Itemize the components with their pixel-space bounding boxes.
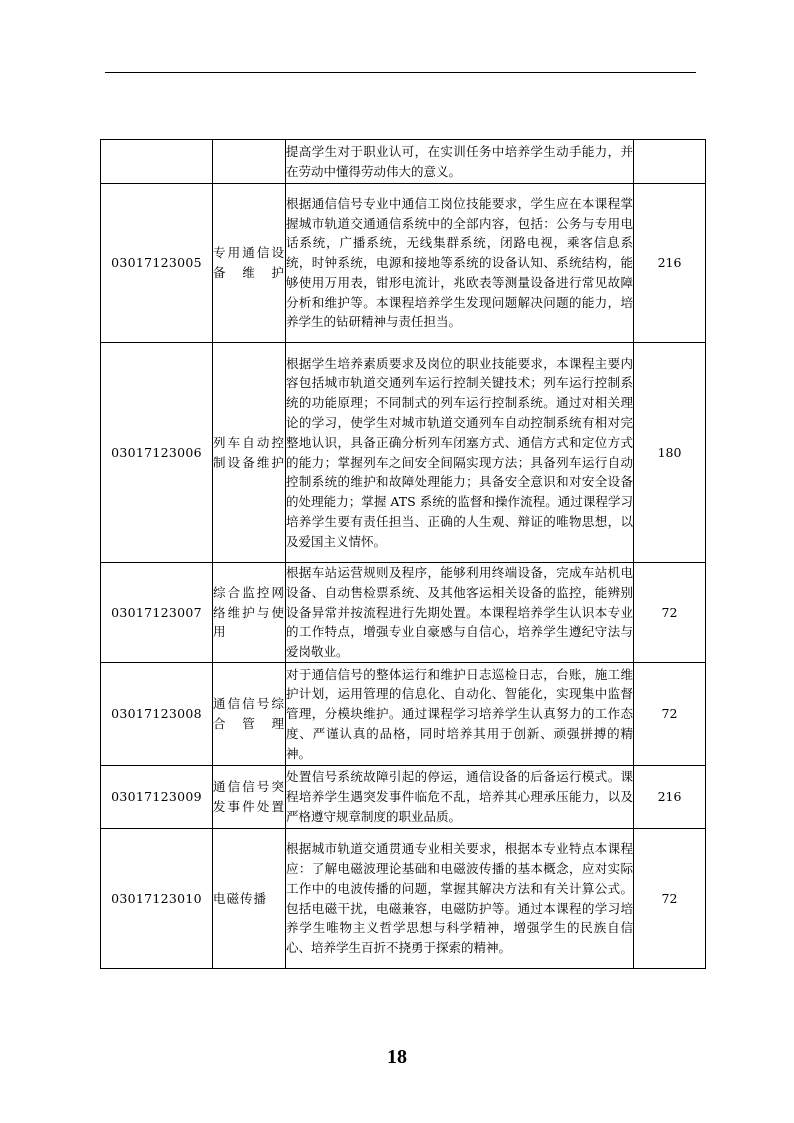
course-code: 03017123009 [101,766,213,829]
course-hours: 180 [634,343,706,563]
course-name: 综合监控网络维护与使用 [213,563,286,663]
course-name: 通信信号突发事件处置 [213,766,286,829]
course-name: 列车自动控制设备维护 [213,343,286,563]
table-row [101,184,706,343]
table-row [101,766,706,829]
course-hours: 72 [634,829,706,969]
table-row [101,829,706,969]
course-description: 对于通信信号的整体运行和维护日志巡检日志，台账，施工维护计划，运用管理的信息化、自动化、智能化，实现集中监督管理，分模块维护。通过课程学习培养学生认真努力的工作态度、严谨认真的品格，同时培养其用于创新、顽强拼搏的精神。 [286,663,634,766]
course-hours: 72 [634,563,706,663]
course-description: 根据通信信号专业中通信工岗位技能要求，学生应在本课程掌握城市轨道交通通信系统中的全部内容，包括：公务与专用电话系统，广播系统，无线集群系统，闭路电视，乘客信息系统，时钟系统，电源和接地等系统的设备认知、系统结构，能够使用万用表，钳形电流计，兆欧表等测量设备进行常见故障分析和维护等。本课程培养学生发现问题解决问题的能力，培养学生的钻研精神与责任担当。 [286,184,634,343]
course-description: 提高学生对于职业认可，在实训任务中培养学生动手能力，并在劳动中懂得劳动伟大的意义。 [286,140,634,184]
course-name [213,140,286,184]
course-code: 03017123007 [101,563,213,663]
course-description: 根据城市轨道交通贯通专业相关要求，根据本专业特点本课程应：了解电磁波理论基础和电磁波传播的基本概念，应对实际工作中的电波传播的问题，掌握其解决方法和有关计算公式。包括电磁干扰，电磁兼容，电磁防护等。通过本课程的学习培养学生唯物主义哲学思想与科学精神，增强学生的民族自信心、培养学生百折不挠勇于探索的精神。 [286,829,634,969]
table-row [101,343,706,563]
header-rule [105,72,696,73]
course-code: 03017123006 [101,343,213,563]
course-table [100,139,706,969]
course-code: 03017123010 [101,829,213,969]
course-hours: 72 [634,663,706,766]
course-hours: 216 [634,184,706,343]
table-row [101,140,706,184]
course-name: 通信信号综合管理 [213,663,286,766]
course-name: 专用通信设备维护 [213,184,286,343]
course-code [101,140,213,184]
course-description: 处置信号系统故障引起的停运，通信设备的后备运行模式。课程培养学生遇突发事件临危不乱，培养其心理承压能力，以及严格遵守规章制度的职业品质。 [286,766,634,829]
page-number: 18 [387,1046,407,1068]
table-row [101,663,706,766]
course-code: 03017123008 [101,663,213,766]
course-name: 电磁传播 [213,829,286,969]
course-code: 03017123005 [101,184,213,343]
course-description: 根据学生培养素质要求及岗位的职业技能要求，本课程主要内容包括城市轨道交通列车运行控制关键技术；列车运行控制系统的功能原理；不同制式的列车运行控制系统。通过对相关理论的学习，使学生对城市轨道交通列车自动控制系统有相对完整地认识，具备正确分析列车闭塞方式、通信方式和定位方式的能力；掌握列车之间安全间隔实现方法；具备列车运行自动控制系统的维护和故障处理能力；具备安全意识和对安全设备的处理能力；掌握 ATS 系统的监督和操作流程。通过课程学习培养学生要有责任担当、正确的人生观、辩证的唯物思想，以及爱国主义情怀。 [286,343,634,563]
course-hours [634,140,706,184]
table-row [101,563,706,663]
course-hours: 216 [634,766,706,829]
course-description: 根据车站运营规则及程序，能够利用终端设备，完成车站机电设备、自动售检票系统、及其他客运相关设备的监控，能辨别设备异常并按流程进行先期处置。本课程培养学生认识本专业的工作特点，增强专业自豪感与自信心，培养学生遵纪守法与爱岗敬业。 [286,563,634,663]
